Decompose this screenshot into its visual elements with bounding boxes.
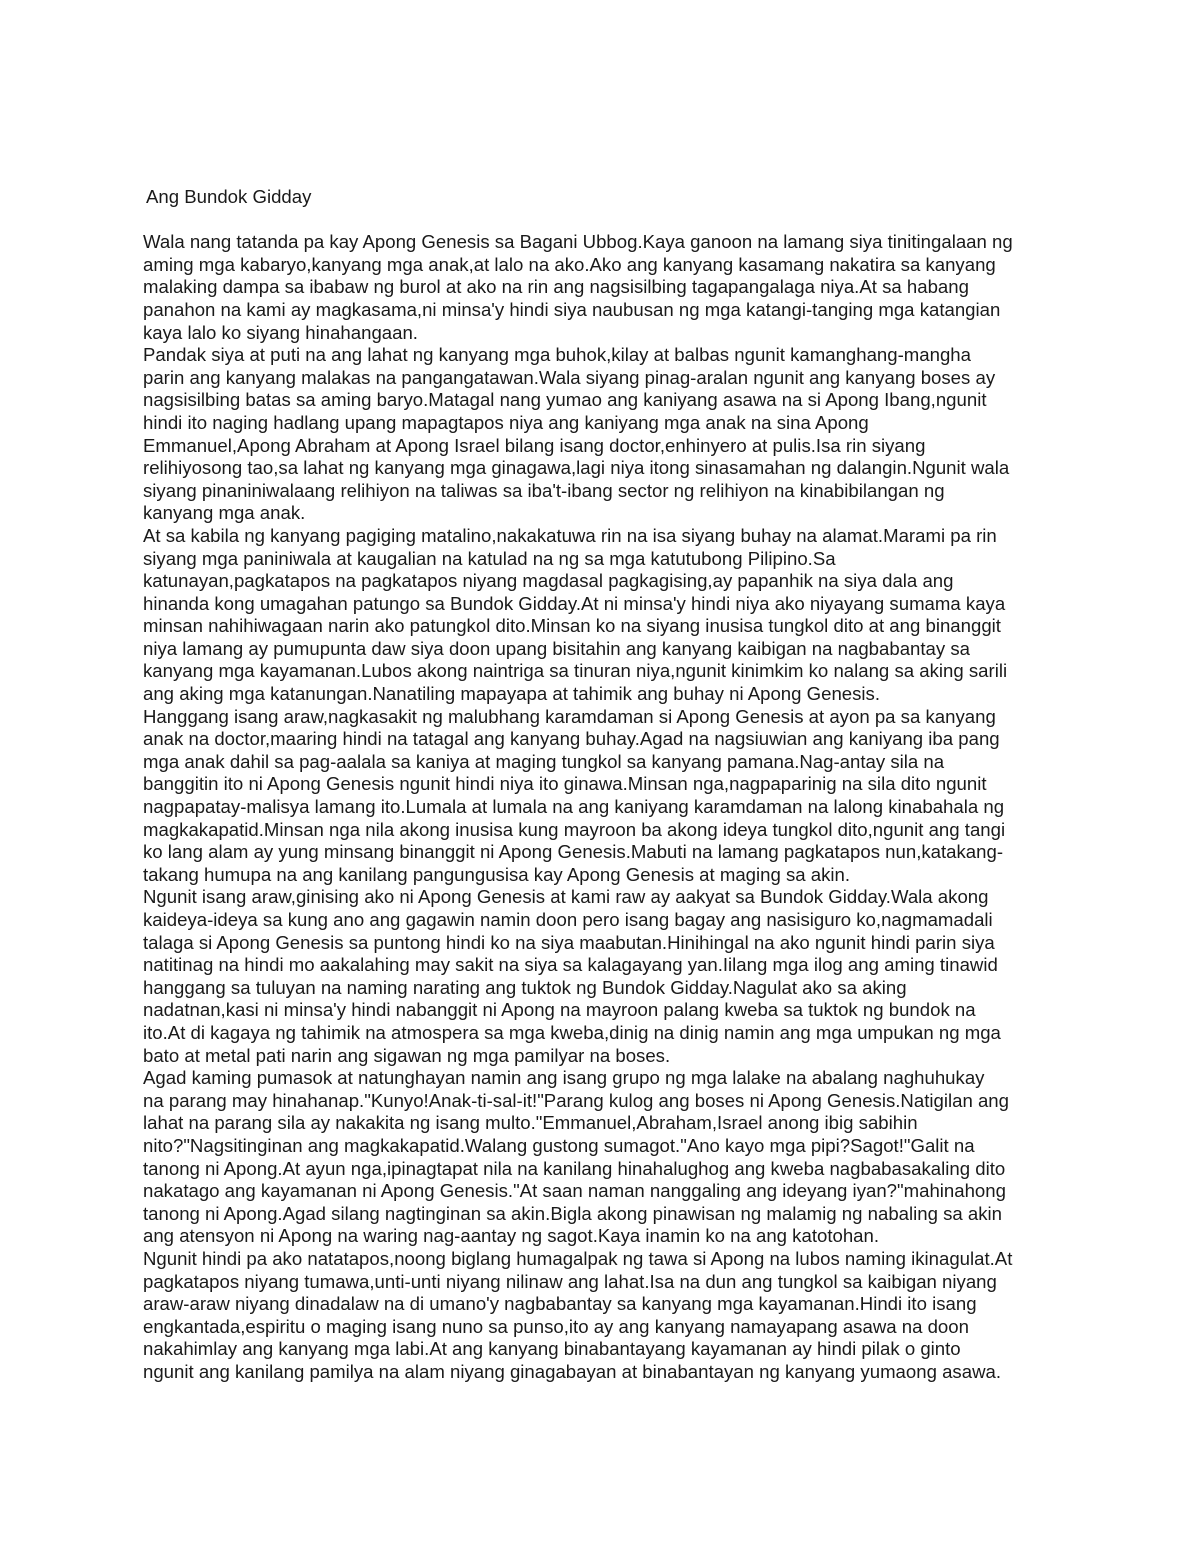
paragraph-7: Ngunit hindi pa ako natatapos,noong biglang humagalpak ng tawa si Apong na lubos naming ikinagulat.At pagkatapos niyang tumawa,unti-unti niyang nilinaw ang lahat.Isa na dun ang tungkol sa kaibigan niyang araw-araw niyang dinadalaw na di umano'y nagbabantay sa kanyang mga kayamanan.Hindi ito isang engkantada,espiritu o maging isang nuno sa punso,ito ay ang kanyang namayapang asawa na doon nakahimlay ang kanyang mga labi.At ang kanyang binabantayang kayamanan ay hindi pilak o ginto ngunit ang kanilang pamilya na alam niyang ginagabayan at binabantayan ng kanyang yumaong asawa. (143, 1247, 1013, 1382)
title-spacer (143, 209, 1063, 232)
document-title: Ang Bundok Gidday (146, 186, 312, 207)
paragraph-2: Pandak siya at puti na ang lahat ng kanyang mga buhok,kilay at balbas ngunit kamanghang-mangha parin ang kanyang malakas na pangangatawan.Wala siyang pinag-aralan ngunit ang kanyang boses ay nagsisilbing batas sa aming baryo.Matagal nang yumao ang kaniyang asawa na si Apong Ibang,ngunit hindi ito naging hadlang upang mapagtapos niya ang kaniyang mga anak na sina Apong Emmanuel,Apong Abraham at Apong Israel bilang isang doctor,enhinyero at pulis.Isa rin siyang relihiyosong tao,sa lahat ng kanyang mga ginagawa,lagi niya itong sinasamahan ng dalangin.Ngunit wala siyang pinaniniwalaang relihiyon na taliwas sa iba't-ibang sector ng relihiyon na kinabibilangan ng kanyang mga anak. (143, 344, 1010, 524)
paragraph-1: Wala nang tatanda pa kay Apong Genesis sa Bagani Ubbog.Kaya ganoon na lamang siya tinitingalaan ng aming mga kabaryo,kanyang mga anak,at lalo na ako.Ako ang kanyang kasamang nakatira sa kanyang malaking dampa sa ibabaw ng burol at ako na rin ang nagsisilbing tagapangalaga niya.At sa habang panahon na kami ay magkasama,ni minsa'y hindi siya naubusan ng mga katangi-tanging mga katangian kaya lalo ko siyang hinahangaan. (143, 231, 1013, 343)
paragraph-6: Agad kaming pumasok at natunghayan namin ang isang grupo ng mga lalake na abalang naghuhukay na parang may hinahanap."Kunyo!Anak-ti-sal-it!"Parang kulog ang boses ni Apong Genesis.Natigilan ang lahat na parang sila ay nakakita ng isang multo."Emmanuel,Abraham,Israel anong ibig sabihin nito?"Nagsitinginan ang magkakapatid.Walang gustong sumagot."Ano kayo mga pipi?Sagot!"Galit na tanong ni Apong.At ayun nga,ipinagtapat nila na kanilang hinahalughog ang kweba nagbabasakaling dito nakatago ang kayamanan ni Apong Genesis."At saan naman nanggaling ang ideyang iyan?"mahinahong tanong ni Apong.Agad silang nagtinginan sa akin.Bigla akong pinawisan ng malamig ng nabaling sa akin ang atensyon ni Apong na waring nag-aantay ng sagot.Kaya inamin ko na ang katotohan. (143, 1067, 1009, 1247)
paragraph-4: Hanggang isang araw,nagkasakit ng malubhang karamdaman si Apong Genesis at ayon pa sa kanyang anak na doctor,maaring hindi na tatagal ang kanyang buhay.Agad na nagsiuwian ang kaniyang iba pang mga anak dahil sa pag-aalala sa kaniya at maging tungkol sa kanyang pamana.Nag-antay sila na banggitin ito ni Apong Genesis ngunit hindi niya ito ginawa.Minsan nga,nagpaparinig na sila dito ngunit nagpapatay-malisya lamang ito.Lumala at lumala na ang kaniyang karamdaman na lalong kinabahala ng magkakapatid.Minsan nga nila akong inusisa kung mayroon ba akong ideya tungkol dito,ngunit ang tangi ko lang alam ay yung minsang binanggit ni Apong Genesis.Mabuti na lamang pagkatapos nun,katakang- takang humupa na ang kanilang pangungusisa kay Apong Genesis at maging sa akin. (143, 705, 1006, 885)
paragraph-5: Ngunit isang araw,ginising ako ni Apong Genesis at kami raw ay aakyat sa Bundok Gidday.Wala akong kaideya-ideya sa kung ano ang gagawin namin doon pero isang bagay ang nasisiguro ko,nagmamadali talaga si Apong Genesis sa puntong hindi ko na siya maabutan.Hinihingal na ako ngunit hindi parin siya natitinag na hindi mo aakalahing may sakit na siya sa kalagayang yan.Iilang mga ilog ang aming tinawid hanggang sa tuluyan na naming narating ang tuktok ng Bundok Gidday.Nagulat ako sa aking nadatnan,kasi ni minsa'y hindi nabanggit ni Apong na mayroon palang kweba sa tuktok ng bundok na ito.At di kagaya ng tahimik na atmospera sa mga kweba,dinig na dinig namin ang mga umpukan ng mga bato at metal pati narin ang sigawan ng mga pamilyar na boses. (143, 886, 1001, 1066)
document-body (143, 186, 1063, 1383)
paragraph-3: At sa kabila ng kanyang pagiging matalino,nakakatuwa rin na isa siyang buhay na alamat.Marami pa rin siyang mga paniniwala at kaugalian na katulad na ng sa mga katutubong Pilipino.Sa katunayan,pagkatapos na pagkatapos niyang magdasal pagkagising,ay papanhik na siya dala ang hinanda kong umagahan patungo sa Bundok Gidday.At ni minsa'y hindi niya ako niyayang sumama kaya minsan nahihiwagaan narin ako patungkol dito.Minsan ko na siyang inusisa tungkol dito at ang binanggit niya lamang ay pumupunta daw siya doon upang bisitahin ang kanyang kaibigan na nagbabantay sa kanyang mga kayamanan.Lubos akong naintriga sa tinuran niya,ngunit kinimkim ko nalang sa aking sarili ang aking mga katanungan.Nanatiling mapayapa at tahimik ang buhay ni Apong Genesis. (143, 524, 1008, 705)
